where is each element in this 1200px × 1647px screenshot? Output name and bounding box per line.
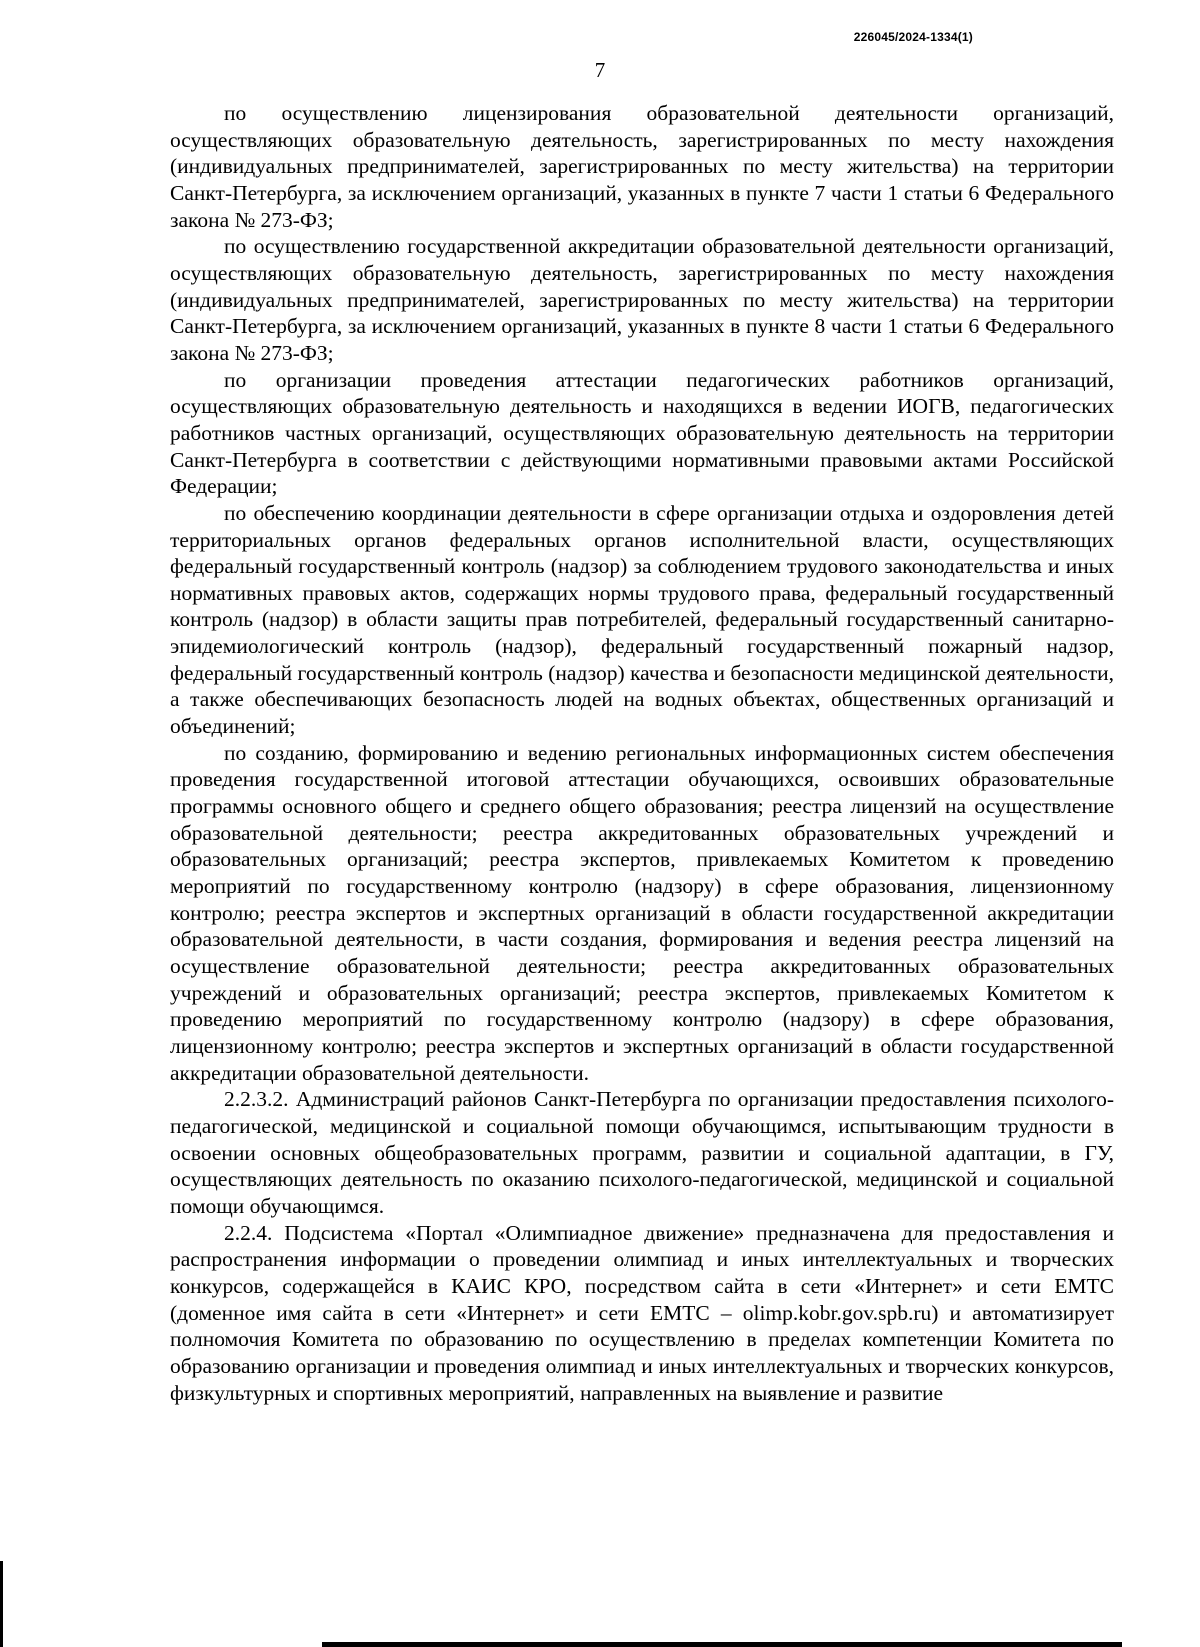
- paragraph-information-systems: по созданию, формированию и ведению региональных информационных систем обеспечения проведения государственной итоговой аттестации обучающихся, освоивших образовательные программы основного общего и среднего общего образования; реестра лицензий на осуществление образовательной деятельности; реестра аккредитованных образовательных учреждений и образовательных организаций; реестра экспертов, привлекаемых Комитетом к проведению мероприятий по государственному контролю (надзору) в сфере образования, лицензионному контролю; реестра экспертов и экспертных организаций в области государственной аккредитации образовательной деятельности, в части создания, формирования и ведения реестра лицензий на осуществление образовательной деятельности; реестра аккредитованных образовательных учреждений и образовательных организаций; реестра экспертов, привлекаемых Комитетом к проведению мероприятий по государственному контролю (надзору) в сфере образования, лицензионному контролю; реестра экспертов и экспертных организаций в области государственной аккредитации образовательной деятельности.: [170, 740, 1114, 1085]
- scan-edge-mark: [0, 1561, 3, 1647]
- paragraph-accreditation: по осуществлению государственной аккредитации образовательной деятельности организаций, осуществляющих образовательную деятельность, зарегистрированных по месту нахождения (индивидуальных предпринимателей, зарегистрированных по месту жительства) на территории Санкт-Петербурга, за исключением организаций, указанных в пункте 8 части 1 статьи 6 Федерального закона № 273-ФЗ;: [170, 234, 1114, 365]
- paragraph-2-2-3-2: 2.2.3.2. Администраций районов Санкт-Петербурга по организации предоставления психолого-педагогической, медицинской и социальной помощи обучающимся, испытывающим трудности в освоении основных общеобразовательных программ, развитии и социальной адаптации, в ГУ, осуществляющих деятельность по оказанию психолого-педагогической, медицинской и социальной помощи обучающимся.: [170, 1087, 1114, 1218]
- paragraph-2-2-4: 2.2.4. Подсистема «Портал «Олимпиадное движение» предназначена для предоставления и распространения информации о проведении олимпиад и иных интеллектуальных и творческих конкурсов, содержащейся в КАИС КРО, посредством сайта в сети «Интернет» и сети ЕМТС (доменное имя сайта в сети «Интернет» и сети ЕМТС – olimp.kobr.gov.spb.ru) и автоматизирует полномочия Комитета по образованию по осуществлению в пределах компетенции Комитета по образованию организации и проведения олимпиад и иных интеллектуальных и творческих конкурсов, физкультурных и спортивных мероприятий, направленных на выявление и развитие: [170, 1220, 1114, 1405]
- paragraph-coordination: по обеспечению координации деятельности в сфере организации отдыха и оздоровления детей территориальных органов федеральных органов исполнительной власти, осуществляющих федеральный государственный контроль (надзор) за соблюдением трудового законодательства и иных нормативных правовых актов, содержащих нормы трудового права, федеральный государственный контроль (надзор) в области защиты прав потребителей, федеральный государственный санитарно-эпидемиологический контроль (надзор), федеральный государственный пожарный надзор, федеральный государственный контроль (надзор) качества и безопасности медицинской деятельности, а также обеспечивающих безопасность людей на водных объектах, общественных организаций и объединений;: [170, 500, 1114, 739]
- bottom-scan-border: [322, 1642, 1122, 1647]
- document-body: [170, 100, 1114, 1406]
- paragraph-licensing: по осуществлению лицензирования образовательной деятельности организаций, осуществляющих образовательную деятельность, зарегистрированных по месту нахождения (индивидуальных предпринимателей, зарегистрированных по месту жительства) на территории Санкт-Петербурга, за исключением организаций, указанных в пункте 7 части 1 статьи 6 Федерального закона № 273-ФЗ;: [170, 101, 1114, 232]
- page-number: 7: [594, 58, 606, 82]
- paragraph-attestation: по организации проведения аттестации педагогических работников организаций, осуществляющих образовательную деятельность и находящихся в ведении ИОГВ, педагогических работников частных организаций, осуществляющих образовательную деятельность на территории Санкт-Петербурга в соответствии с действующими нормативными правовыми актами Российской Федерации;: [170, 367, 1114, 499]
- document-registration-number: 226045/2024-1334(1): [853, 30, 973, 44]
